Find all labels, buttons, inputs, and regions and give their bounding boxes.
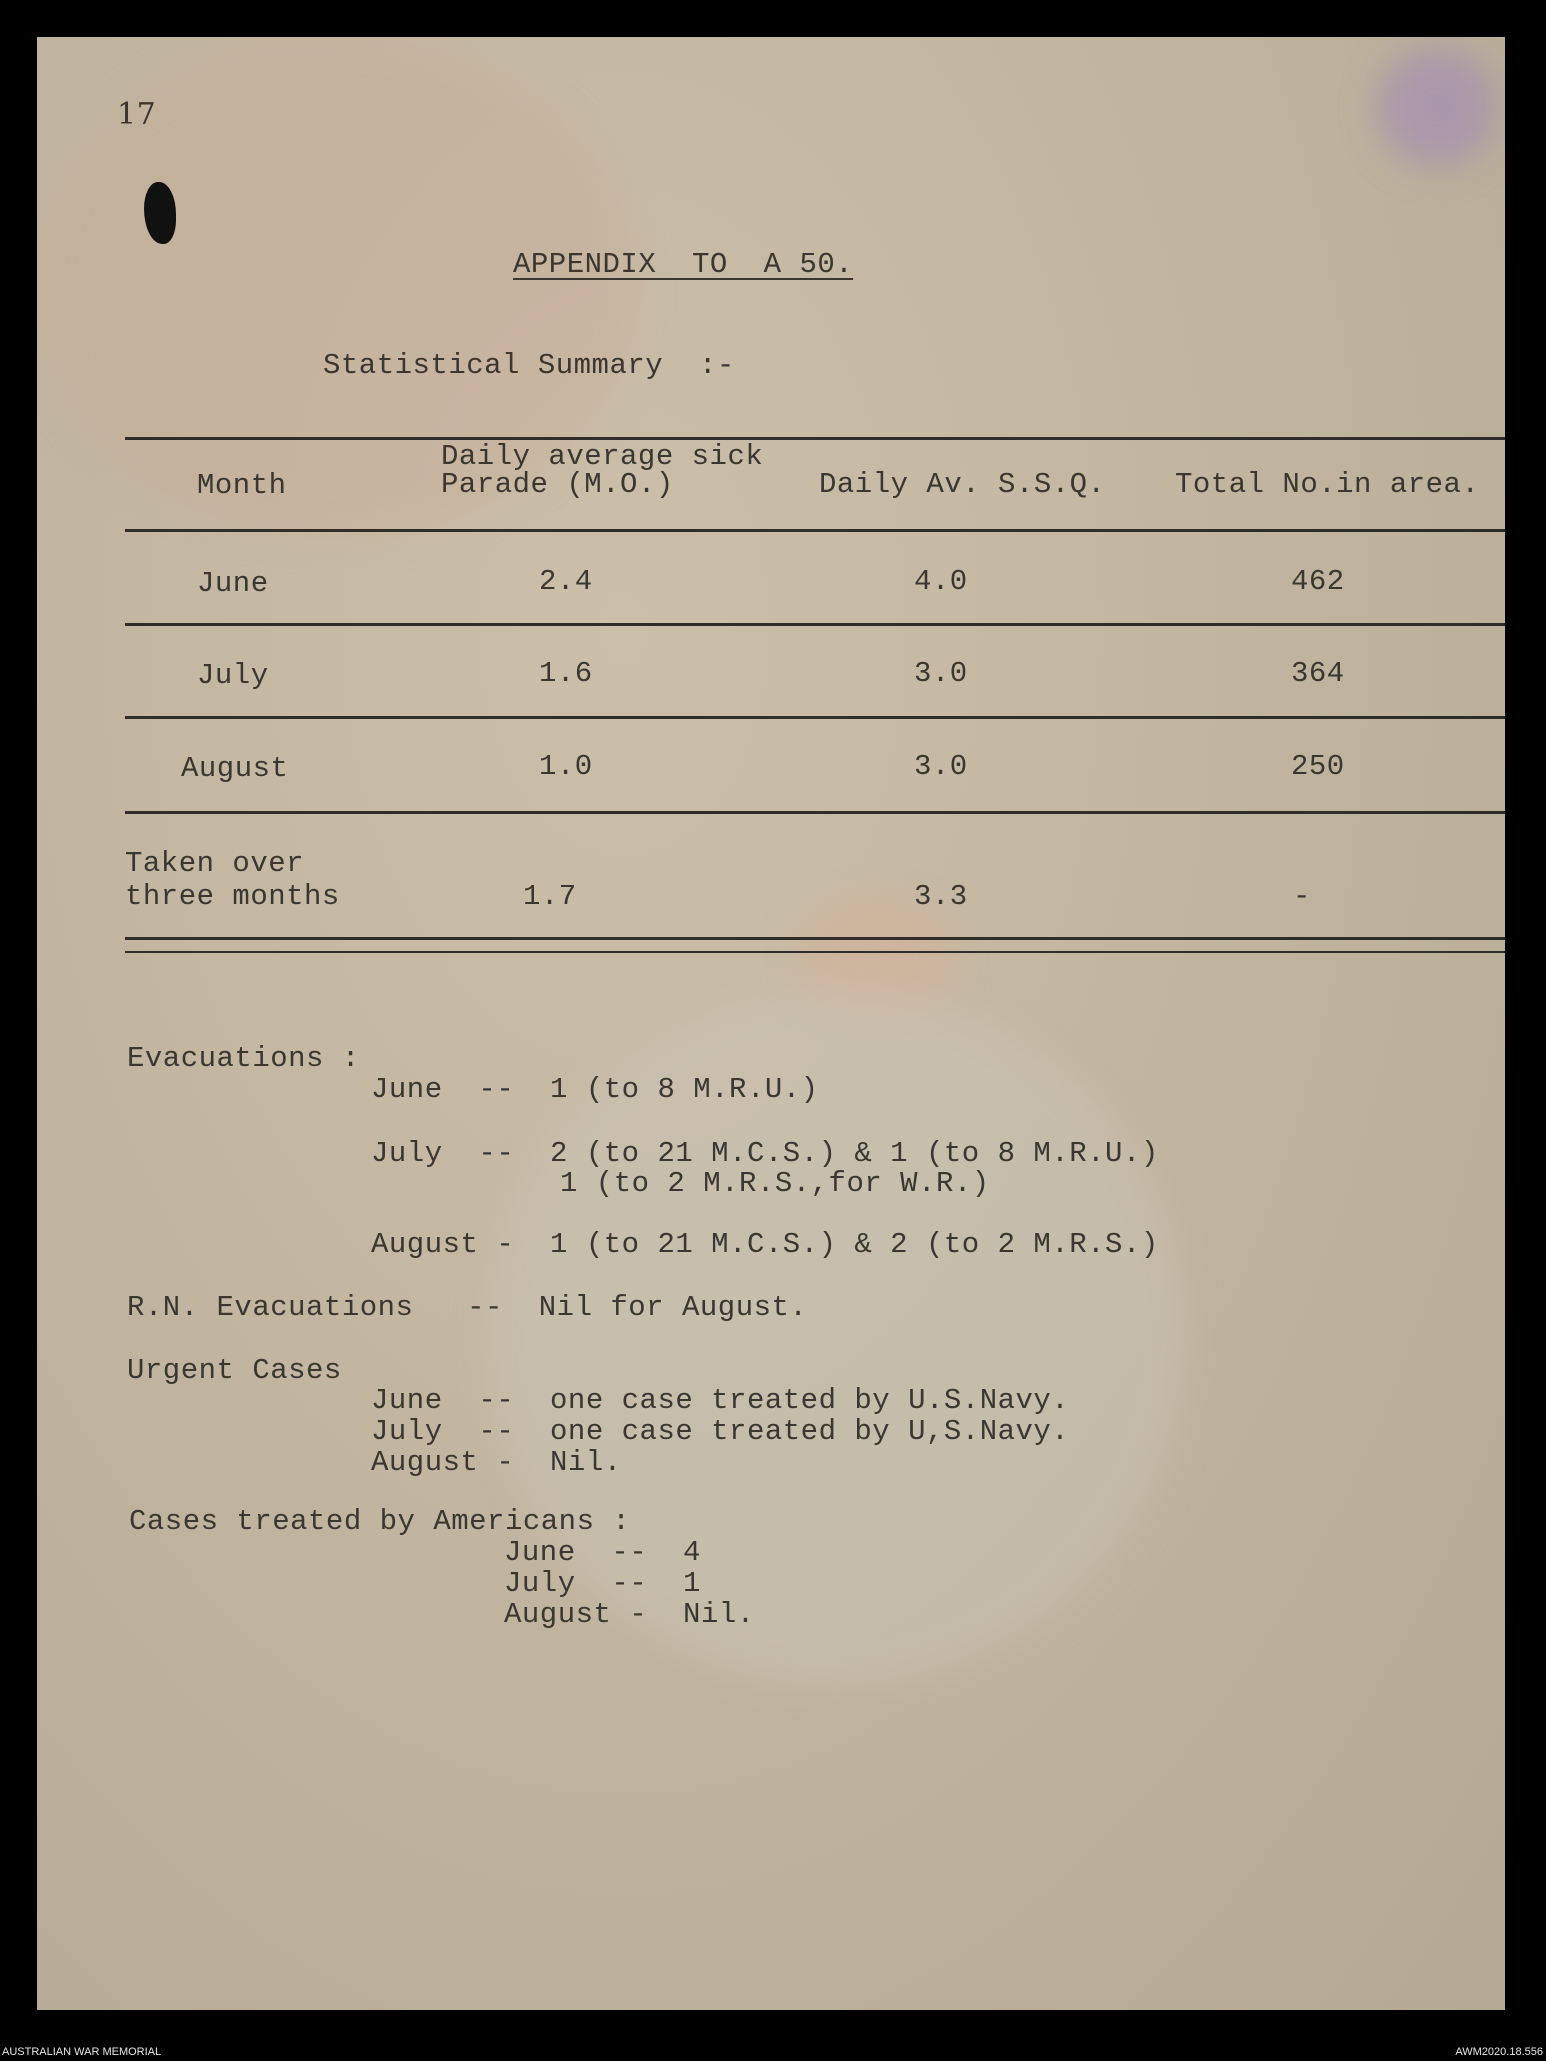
urgent-cases-label: Urgent Cases bbox=[127, 1354, 342, 1387]
summary-sick: 1.7 bbox=[523, 880, 577, 913]
margin-mark: 17 bbox=[117, 97, 157, 132]
urgent-cases-june: June -- one case treated by U.S.Navy. bbox=[371, 1384, 1070, 1417]
header-sick-line2: Parade (M.O.) bbox=[441, 468, 674, 501]
table-rule-bottom bbox=[125, 937, 1505, 940]
row-august-total: 250 bbox=[1291, 750, 1345, 783]
header-sick-line1: Daily average sick bbox=[441, 440, 764, 473]
table-rule bbox=[125, 623, 1505, 626]
americans-august: August - Nil. bbox=[504, 1598, 755, 1631]
summary-label-line1: Taken over bbox=[125, 847, 305, 880]
row-july-ssq: 3.0 bbox=[914, 657, 968, 690]
row-august-sick: 1.0 bbox=[539, 750, 593, 783]
evacuations-july-line2: 1 (to 2 M.R.S.,for W.R.) bbox=[560, 1167, 990, 1200]
header-month: Month bbox=[197, 469, 287, 502]
page-title: APPENDIX TO A 50. bbox=[513, 248, 854, 281]
table-rule bbox=[125, 716, 1505, 719]
row-july-month: July bbox=[197, 659, 269, 692]
summary-label-line2: three months bbox=[125, 880, 340, 913]
table-rule-bottom-double bbox=[125, 951, 1505, 953]
footer-accession: AWM2020.18.556 bbox=[1455, 2046, 1543, 2058]
footer-source: AUSTRALIAN WAR MEMORIAL bbox=[2, 2046, 162, 2058]
rn-evacuations: R.N. Evacuations -- Nil for August. bbox=[127, 1291, 808, 1324]
row-june-sick: 2.4 bbox=[539, 565, 593, 598]
urgent-cases-august: August - Nil. bbox=[371, 1446, 622, 1479]
row-july-sick: 1.6 bbox=[539, 657, 593, 690]
evacuations-label: Evacuations : bbox=[127, 1042, 360, 1075]
summary-ssq: 3.3 bbox=[914, 880, 968, 913]
table-rule bbox=[125, 811, 1505, 814]
table-rule-top bbox=[125, 437, 1505, 440]
americans-label: Cases treated by Americans : bbox=[129, 1505, 631, 1538]
header-ssq: Daily Av. S.S.Q. bbox=[819, 468, 1106, 501]
purple-ink-stain bbox=[1377, 47, 1497, 167]
americans-july: July -- 1 bbox=[504, 1567, 701, 1600]
row-june-total: 462 bbox=[1291, 565, 1345, 598]
evacuations-june: June -- 1 (to 8 M.R.U.) bbox=[371, 1073, 819, 1106]
header-total: Total No.in area. bbox=[1175, 468, 1480, 501]
row-june-month: June bbox=[197, 567, 269, 600]
row-august-month: August bbox=[181, 752, 289, 785]
table-rule-header bbox=[125, 529, 1505, 532]
americans-june: June -- 4 bbox=[504, 1536, 701, 1569]
row-august-ssq: 3.0 bbox=[914, 750, 968, 783]
page-subtitle: Statistical Summary :- bbox=[323, 349, 735, 382]
summary-total: - bbox=[1293, 880, 1311, 913]
document-page bbox=[37, 37, 1505, 2010]
evacuations-july-line1: July -- 2 (to 21 M.C.S.) & 1 (to 8 M.R.U.) bbox=[371, 1137, 1159, 1170]
row-june-ssq: 4.0 bbox=[914, 565, 968, 598]
urgent-cases-july: July -- one case treated by U,S.Navy. bbox=[371, 1415, 1070, 1448]
evacuations-august: August - 1 (to 21 M.C.S.) & 2 (to 2 M.R.S.) bbox=[371, 1228, 1159, 1261]
row-july-total: 364 bbox=[1291, 657, 1345, 690]
